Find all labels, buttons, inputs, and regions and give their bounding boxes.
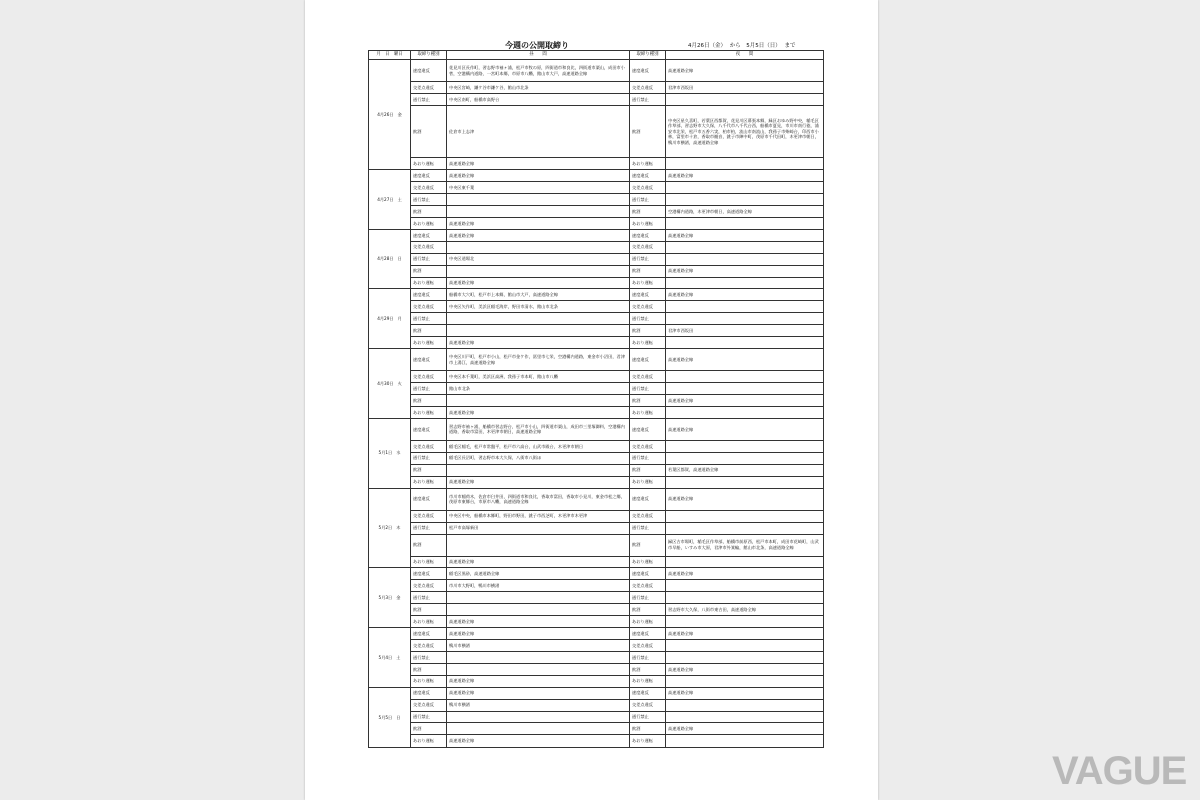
day-weekday: 金 bbox=[396, 594, 401, 600]
daytime-locations-cell bbox=[447, 592, 630, 604]
table-row bbox=[369, 253, 824, 265]
day-date-cell bbox=[369, 170, 411, 230]
table-row bbox=[369, 158, 824, 170]
daytime-locations-cell: 松戸市高塚新田 bbox=[447, 522, 630, 534]
night-locations-cell bbox=[666, 452, 824, 464]
type-day-cell: 飲酒 bbox=[411, 206, 447, 218]
daytime-locations-cell: 船橋市大穴町，松戸市上本郷，館山市大戸，高速道路全線 bbox=[447, 289, 630, 301]
type-day-cell: 交差点違反 bbox=[411, 371, 447, 383]
daytime-locations-cell bbox=[447, 241, 630, 253]
night-locations-cell: 高速道路全線 bbox=[666, 349, 824, 371]
type-day-cell: あおり運転 bbox=[411, 337, 447, 349]
daytime-locations-cell: 稲毛区稲毛，松戸市常盤平，松戸市六高台，山武市殿台，木更津市朝日 bbox=[447, 440, 630, 452]
day-date-cell bbox=[369, 628, 411, 688]
night-locations-cell: 君津市西坂田 bbox=[666, 82, 824, 94]
type-day-cell: 速度違反 bbox=[411, 687, 447, 699]
type-day-cell: 飲酒 bbox=[411, 105, 447, 157]
daytime-locations-cell: 中央区川戸町，松戸市小山，松戸市金ケ作，冨里市七栄，空港構内道路，東金市小沼田，君津市上湯江，高速道路全線 bbox=[447, 349, 630, 371]
table-row bbox=[369, 60, 824, 82]
daytime-locations-cell: 中央区南町，船橋市高野台 bbox=[447, 93, 630, 105]
type-night-cell: 通行禁止 bbox=[630, 522, 666, 534]
table-row bbox=[369, 510, 824, 522]
night-locations-cell bbox=[666, 522, 824, 534]
type-night-cell: 飲酒 bbox=[630, 723, 666, 735]
night-locations-cell: 高速道路全線 bbox=[666, 289, 824, 301]
night-locations-cell: 習志野市大久保，八街市東吉田，高速道路全線 bbox=[666, 604, 824, 616]
type-night-cell: 交差点違反 bbox=[630, 699, 666, 711]
table-row bbox=[369, 522, 824, 534]
type-night-cell: 交差点違反 bbox=[630, 241, 666, 253]
day-weekday: 水 bbox=[396, 450, 401, 456]
table-row bbox=[369, 735, 824, 748]
day-weekday: 金 bbox=[397, 111, 402, 117]
type-day-cell: 通行禁止 bbox=[411, 93, 447, 105]
type-night-cell: 通行禁止 bbox=[630, 651, 666, 663]
night-locations-cell: 高速道路全線 bbox=[666, 663, 824, 675]
table-header-row bbox=[369, 51, 824, 60]
type-day-cell: 交差点違反 bbox=[411, 241, 447, 253]
table-row bbox=[369, 371, 824, 383]
table-row bbox=[369, 349, 824, 371]
type-day-cell: 通行禁止 bbox=[411, 711, 447, 723]
night-locations-cell bbox=[666, 217, 824, 229]
day-date: 5月3日 bbox=[378, 594, 393, 600]
night-locations-cell bbox=[666, 371, 824, 383]
type-day-cell: 飲酒 bbox=[411, 265, 447, 277]
daytime-locations-cell: 習志野市袖ヶ浦，船橋市習志野台，松戸市小山，四街道市栗山，成田市三里塚御料，空港構内道路，香取市富田，木更津市朝日，高速道路全線 bbox=[447, 418, 630, 440]
daytime-locations-cell: 高速道路全線 bbox=[447, 229, 630, 241]
night-locations-cell: 高速道路全線 bbox=[666, 229, 824, 241]
type-day-cell: 速度違反 bbox=[411, 289, 447, 301]
type-night-cell: 速度違反 bbox=[630, 289, 666, 301]
table-row bbox=[369, 337, 824, 349]
daytime-locations-cell: 高速道路全線 bbox=[447, 217, 630, 229]
type-night-cell: 通行禁止 bbox=[630, 194, 666, 206]
table-row bbox=[369, 206, 824, 218]
type-day-cell: 速度違反 bbox=[411, 418, 447, 440]
daytime-locations-cell bbox=[447, 395, 630, 407]
day-weekday: 火 bbox=[397, 380, 402, 386]
day-date-cell bbox=[369, 60, 411, 170]
day-date-cell bbox=[369, 568, 411, 628]
daytime-locations-cell bbox=[447, 711, 630, 723]
type-day-cell: あおり運転 bbox=[411, 277, 447, 289]
night-locations-cell bbox=[666, 592, 824, 604]
table-row bbox=[369, 628, 824, 640]
day-date: 5月4日 bbox=[378, 654, 393, 660]
type-day-cell: あおり運転 bbox=[411, 217, 447, 229]
daytime-locations-cell: 市川市大野町，鴨川市横渚 bbox=[447, 580, 630, 592]
night-locations-cell bbox=[666, 440, 824, 452]
daytime-locations-cell: 高速道路全線 bbox=[447, 337, 630, 349]
night-locations-cell: 高速道路全線 bbox=[666, 568, 824, 580]
table-row bbox=[369, 313, 824, 325]
night-locations-cell bbox=[666, 711, 824, 723]
daytime-locations-cell bbox=[447, 194, 630, 206]
type-night-cell: 飲酒 bbox=[630, 265, 666, 277]
daytime-locations-cell: 高速道路全線 bbox=[447, 628, 630, 640]
table-row bbox=[369, 383, 824, 395]
night-locations-cell bbox=[666, 735, 824, 748]
header-type-day: 取締り種別 bbox=[411, 51, 447, 60]
night-locations-cell bbox=[666, 241, 824, 253]
daytime-locations-cell: 中央区道場北 bbox=[447, 253, 630, 265]
table-row bbox=[369, 170, 824, 182]
daytime-locations-cell: 高速道路全線 bbox=[447, 476, 630, 488]
type-night-cell: あおり運転 bbox=[630, 158, 666, 170]
vague-watermark-logo: VAGUE bbox=[1052, 749, 1187, 793]
type-night-cell: 速度違反 bbox=[630, 349, 666, 371]
daytime-locations-cell: 高速道路全線 bbox=[447, 406, 630, 418]
table-row bbox=[369, 476, 824, 488]
type-day-cell: あおり運転 bbox=[411, 406, 447, 418]
type-day-cell: 速度違反 bbox=[411, 568, 447, 580]
table-row bbox=[369, 604, 824, 616]
type-day-cell: 通行禁止 bbox=[411, 194, 447, 206]
table-row bbox=[369, 241, 824, 253]
type-day-cell: 通行禁止 bbox=[411, 522, 447, 534]
daytime-locations-cell bbox=[447, 464, 630, 476]
day-weekday: 土 bbox=[396, 654, 401, 660]
type-day-cell: 速度違反 bbox=[411, 60, 447, 82]
type-night-cell: 速度違反 bbox=[630, 170, 666, 182]
type-night-cell: 飲酒 bbox=[630, 206, 666, 218]
type-day-cell: 飲酒 bbox=[411, 395, 447, 407]
daytime-locations-cell: 高速道路全線 bbox=[447, 616, 630, 628]
daytime-locations-cell: 高速道路全線 bbox=[447, 170, 630, 182]
night-locations-cell bbox=[666, 194, 824, 206]
table-row bbox=[369, 182, 824, 194]
type-night-cell: 交差点違反 bbox=[630, 371, 666, 383]
document-period: 4月26日（金） から 5月5日（日） まで bbox=[688, 43, 796, 49]
table-row bbox=[369, 229, 824, 241]
table-row bbox=[369, 580, 824, 592]
daytime-locations-cell: 中央区本千葉町，美浜区高洲，我孫子市本町，館山市八幡 bbox=[447, 371, 630, 383]
type-night-cell: 通行禁止 bbox=[630, 592, 666, 604]
night-locations-cell: 空港構内道路，木更津市朝日，高速道路全線 bbox=[666, 206, 824, 218]
night-locations-cell bbox=[666, 337, 824, 349]
type-day-cell: あおり運転 bbox=[411, 675, 447, 687]
table-row bbox=[369, 711, 824, 723]
type-day-cell: 速度違反 bbox=[411, 349, 447, 371]
day-date: 5月5日 bbox=[378, 714, 393, 720]
table-row bbox=[369, 675, 824, 687]
day-date-cell bbox=[369, 349, 411, 419]
table-row bbox=[369, 265, 824, 277]
table-row bbox=[369, 464, 824, 476]
day-weekday: 日 bbox=[396, 714, 401, 720]
type-night-cell: あおり運転 bbox=[630, 217, 666, 229]
table-row bbox=[369, 488, 824, 510]
table-row bbox=[369, 534, 824, 556]
night-locations-cell bbox=[666, 675, 824, 687]
day-date-cell bbox=[369, 488, 411, 568]
type-night-cell: 飲酒 bbox=[630, 534, 666, 556]
type-day-cell: 飲酒 bbox=[411, 325, 447, 337]
daytime-locations-cell: 館山市北条 bbox=[447, 383, 630, 395]
night-locations-cell: 中央区星久喜町，若葉区西都賀，花見川区幕張本郷，緑区おゆみ野中央，稲毛区作草部，習志野市大久保，八千代市八千代台西，船橋市夏見，市川市南行徳，浦安市北栄，松戸市五香六実，柏市柏，流山市南流山，我孫子市柴崎台，印西市小林，富里市十倉，香取市観音，銚子市陣中町，茂原市千代田町，木更津市朝日，鴨川市横渚，高速道路全線 bbox=[666, 105, 824, 157]
type-night-cell: あおり運転 bbox=[630, 476, 666, 488]
daytime-locations-cell bbox=[447, 313, 630, 325]
table-row bbox=[369, 82, 824, 94]
table-body bbox=[369, 60, 824, 748]
table-row bbox=[369, 289, 824, 301]
type-day-cell: あおり運転 bbox=[411, 735, 447, 748]
night-locations-cell bbox=[666, 277, 824, 289]
type-day-cell: 飲酒 bbox=[411, 534, 447, 556]
night-locations-cell: 高速道路全線 bbox=[666, 265, 824, 277]
daytime-locations-cell: 高速道路全線 bbox=[447, 556, 630, 568]
night-locations-cell bbox=[666, 476, 824, 488]
day-date: 4月27日 bbox=[377, 196, 394, 202]
table-row bbox=[369, 452, 824, 464]
table-row bbox=[369, 663, 824, 675]
type-night-cell: 通行禁止 bbox=[630, 711, 666, 723]
daytime-locations-cell bbox=[447, 651, 630, 663]
type-day-cell: 交差点違反 bbox=[411, 699, 447, 711]
night-locations-cell bbox=[666, 616, 824, 628]
type-day-cell: 速度違反 bbox=[411, 488, 447, 510]
table-row bbox=[369, 616, 824, 628]
night-locations-cell: 高速道路全線 bbox=[666, 687, 824, 699]
daytime-locations-cell: 中央区宮崎，鎌ケ谷市鎌ケ谷，館山市北条 bbox=[447, 82, 630, 94]
night-locations-cell bbox=[666, 253, 824, 265]
daytime-locations-cell bbox=[447, 265, 630, 277]
type-day-cell: 交差点違反 bbox=[411, 301, 447, 313]
type-day-cell: 通行禁止 bbox=[411, 383, 447, 395]
type-day-cell: 速度違反 bbox=[411, 229, 447, 241]
type-night-cell: 交差点違反 bbox=[630, 510, 666, 522]
type-night-cell: あおり運転 bbox=[630, 277, 666, 289]
type-night-cell: 交差点違反 bbox=[630, 182, 666, 194]
type-night-cell: 交差点違反 bbox=[630, 82, 666, 94]
night-locations-cell bbox=[666, 182, 824, 194]
type-night-cell: 飲酒 bbox=[630, 325, 666, 337]
table-row bbox=[369, 568, 824, 580]
type-night-cell: 速度違反 bbox=[630, 628, 666, 640]
night-locations-cell bbox=[666, 313, 824, 325]
type-night-cell: 通行禁止 bbox=[630, 452, 666, 464]
daytime-locations-cell: 高速道路全線 bbox=[447, 687, 630, 699]
type-day-cell: あおり運転 bbox=[411, 556, 447, 568]
daytime-locations-cell bbox=[447, 723, 630, 735]
daytime-locations-cell bbox=[447, 206, 630, 218]
night-locations-cell: 君津市西坂田 bbox=[666, 325, 824, 337]
night-locations-cell bbox=[666, 580, 824, 592]
type-night-cell: 飲酒 bbox=[630, 663, 666, 675]
type-night-cell: 速度違反 bbox=[630, 568, 666, 580]
night-locations-cell: 高速道路全線 bbox=[666, 628, 824, 640]
night-locations-cell: 高速道路全線 bbox=[666, 418, 824, 440]
type-day-cell: 通行禁止 bbox=[411, 452, 447, 464]
night-locations-cell: 若葉区都賀，高速道路全線 bbox=[666, 464, 824, 476]
daytime-locations-cell: 高速道路全線 bbox=[447, 158, 630, 170]
table-row bbox=[369, 418, 824, 440]
header-date: 月 日 曜日 bbox=[369, 51, 411, 60]
type-day-cell: 交差点違反 bbox=[411, 580, 447, 592]
type-night-cell: 飲酒 bbox=[630, 604, 666, 616]
header-type-night: 取締り種別 bbox=[630, 51, 666, 60]
table-row bbox=[369, 687, 824, 699]
daytime-locations-cell: 高速道路全線 bbox=[447, 735, 630, 748]
type-night-cell: あおり運転 bbox=[630, 556, 666, 568]
day-date: 4月30日 bbox=[377, 380, 394, 386]
night-locations-cell bbox=[666, 301, 824, 313]
table-row bbox=[369, 556, 824, 568]
night-locations-cell: 高速道路全線 bbox=[666, 170, 824, 182]
night-locations-cell: 高速道路全線 bbox=[666, 395, 824, 407]
type-night-cell: あおり運転 bbox=[630, 616, 666, 628]
daytime-locations-cell: 中央区矢作町，美浜区稲毛海岸，野田市清水，館山市北条 bbox=[447, 301, 630, 313]
type-night-cell: あおり運転 bbox=[630, 675, 666, 687]
day-weekday: 土 bbox=[397, 196, 402, 202]
table-row bbox=[369, 406, 824, 418]
night-locations-cell: 緑区古市場町，稲毛区作草部，船橋市前原西，松戸市本町，成田市花崎町，山武市早船，いすみ市大原，君津市外箕輪，館山市北条，高速道路全線 bbox=[666, 534, 824, 556]
type-day-cell: 飲酒 bbox=[411, 663, 447, 675]
header-night: 夜 間 bbox=[666, 51, 824, 60]
document-title: 今週の公開取締り bbox=[505, 41, 569, 50]
day-date-cell bbox=[369, 289, 411, 349]
type-night-cell: 速度違反 bbox=[630, 418, 666, 440]
type-night-cell: 交差点違反 bbox=[630, 301, 666, 313]
type-day-cell: 交差点違反 bbox=[411, 640, 447, 652]
header-daytime: 昼 間 bbox=[447, 51, 630, 60]
table-row bbox=[369, 217, 824, 229]
day-weekday: 木 bbox=[396, 525, 401, 531]
type-night-cell: 飲酒 bbox=[630, 395, 666, 407]
type-night-cell: 通行禁止 bbox=[630, 253, 666, 265]
table-row bbox=[369, 93, 824, 105]
night-locations-cell bbox=[666, 699, 824, 711]
night-locations-cell bbox=[666, 651, 824, 663]
night-locations-cell bbox=[666, 383, 824, 395]
night-locations-cell bbox=[666, 93, 824, 105]
type-day-cell: 通行禁止 bbox=[411, 651, 447, 663]
table-row bbox=[369, 723, 824, 735]
daytime-locations-cell: 中央区東千葉 bbox=[447, 182, 630, 194]
table-row bbox=[369, 301, 824, 313]
day-weekday: 日 bbox=[397, 256, 402, 262]
type-day-cell: あおり運転 bbox=[411, 476, 447, 488]
daytime-locations-cell: 稲毛区黒砂，高速道路全線 bbox=[447, 568, 630, 580]
night-locations-cell bbox=[666, 510, 824, 522]
night-locations-cell bbox=[666, 158, 824, 170]
type-night-cell: 速度違反 bbox=[630, 687, 666, 699]
night-locations-cell bbox=[666, 556, 824, 568]
daytime-locations-cell: 佐倉市上志津 bbox=[447, 105, 630, 157]
table-row bbox=[369, 440, 824, 452]
table-row bbox=[369, 592, 824, 604]
type-day-cell: 通行禁止 bbox=[411, 592, 447, 604]
type-night-cell: あおり運転 bbox=[630, 406, 666, 418]
night-locations-cell bbox=[666, 640, 824, 652]
table-row bbox=[369, 194, 824, 206]
daytime-locations-cell bbox=[447, 663, 630, 675]
daytime-locations-cell: 高速道路全線 bbox=[447, 675, 630, 687]
type-night-cell: 通行禁止 bbox=[630, 93, 666, 105]
type-night-cell: 速度違反 bbox=[630, 488, 666, 510]
day-weekday: 月 bbox=[397, 315, 402, 321]
type-day-cell: 速度違反 bbox=[411, 628, 447, 640]
daytime-locations-cell: 高速道路全線 bbox=[447, 277, 630, 289]
table-row bbox=[369, 395, 824, 407]
table-row bbox=[369, 325, 824, 337]
type-day-cell: 飲酒 bbox=[411, 723, 447, 735]
daytime-locations-cell: 花見川区長作町，習志野市袖ヶ浦，松戸市牧の原，四街道市和良比，四街道市栗山，成田市小菅，空港構内道路，一宮町本郷，市原市八幡，館山市大戸，高速道路全線 bbox=[447, 60, 630, 82]
daytime-locations-cell: 鴨川市横渚 bbox=[447, 640, 630, 652]
type-night-cell: 速度違反 bbox=[630, 60, 666, 82]
day-date: 5月2日 bbox=[378, 525, 393, 531]
type-day-cell: 通行禁止 bbox=[411, 313, 447, 325]
type-night-cell: 速度違反 bbox=[630, 229, 666, 241]
type-day-cell: あおり運転 bbox=[411, 616, 447, 628]
type-night-cell: 交差点違反 bbox=[630, 440, 666, 452]
type-day-cell: 交差点違反 bbox=[411, 182, 447, 194]
table-row bbox=[369, 699, 824, 711]
night-locations-cell: 高速道路全線 bbox=[666, 723, 824, 735]
daytime-locations-cell: 中央区中央，船橋市本郷町，野田市野田，銚子市西芝町，木更津市木更津 bbox=[447, 510, 630, 522]
daytime-locations-cell bbox=[447, 604, 630, 616]
day-date-cell bbox=[369, 418, 411, 488]
table-row bbox=[369, 640, 824, 652]
type-night-cell: 通行禁止 bbox=[630, 313, 666, 325]
type-night-cell: 交差点違反 bbox=[630, 640, 666, 652]
type-day-cell: あおり運転 bbox=[411, 158, 447, 170]
type-night-cell: 飲酒 bbox=[630, 464, 666, 476]
type-day-cell: 飲酒 bbox=[411, 464, 447, 476]
day-date: 4月26日 bbox=[377, 111, 394, 117]
table-row bbox=[369, 277, 824, 289]
daytime-locations-cell bbox=[447, 325, 630, 337]
day-date: 4月28日 bbox=[377, 256, 394, 262]
table-row bbox=[369, 651, 824, 663]
table-row bbox=[369, 105, 824, 157]
night-locations-cell: 高速道路全線 bbox=[666, 60, 824, 82]
day-date: 4月29日 bbox=[377, 315, 394, 321]
type-day-cell: 交差点違反 bbox=[411, 82, 447, 94]
type-day-cell: 速度違反 bbox=[411, 170, 447, 182]
daytime-locations-cell bbox=[447, 534, 630, 556]
type-night-cell: あおり運転 bbox=[630, 735, 666, 748]
day-date-cell bbox=[369, 229, 411, 289]
type-night-cell: 交差点違反 bbox=[630, 580, 666, 592]
daytime-locations-cell: 鴨川市横渚 bbox=[447, 699, 630, 711]
type-night-cell: 通行禁止 bbox=[630, 383, 666, 395]
day-date: 5月1日 bbox=[378, 450, 393, 456]
type-night-cell: 飲酒 bbox=[630, 105, 666, 157]
type-day-cell: 通行禁止 bbox=[411, 253, 447, 265]
type-day-cell: 交差点違反 bbox=[411, 510, 447, 522]
type-night-cell: あおり運転 bbox=[630, 337, 666, 349]
type-day-cell: 飲酒 bbox=[411, 604, 447, 616]
night-locations-cell bbox=[666, 406, 824, 418]
night-locations-cell: 高速道路全線 bbox=[666, 488, 824, 510]
type-day-cell: 交差点違反 bbox=[411, 440, 447, 452]
daytime-locations-cell: 市川市稲荷木，佐倉市臼井田，四街道市和良比，香取市富田，香取市小見川，東金市松之郷，茂原市東郷台，市原市八幡，高速道路全線 bbox=[447, 488, 630, 510]
enforcement-schedule-table bbox=[368, 50, 824, 748]
day-date-cell bbox=[369, 687, 411, 747]
daytime-locations-cell: 稲毛区長沼町，習志野市本大久保，八街市八街ほ bbox=[447, 452, 630, 464]
